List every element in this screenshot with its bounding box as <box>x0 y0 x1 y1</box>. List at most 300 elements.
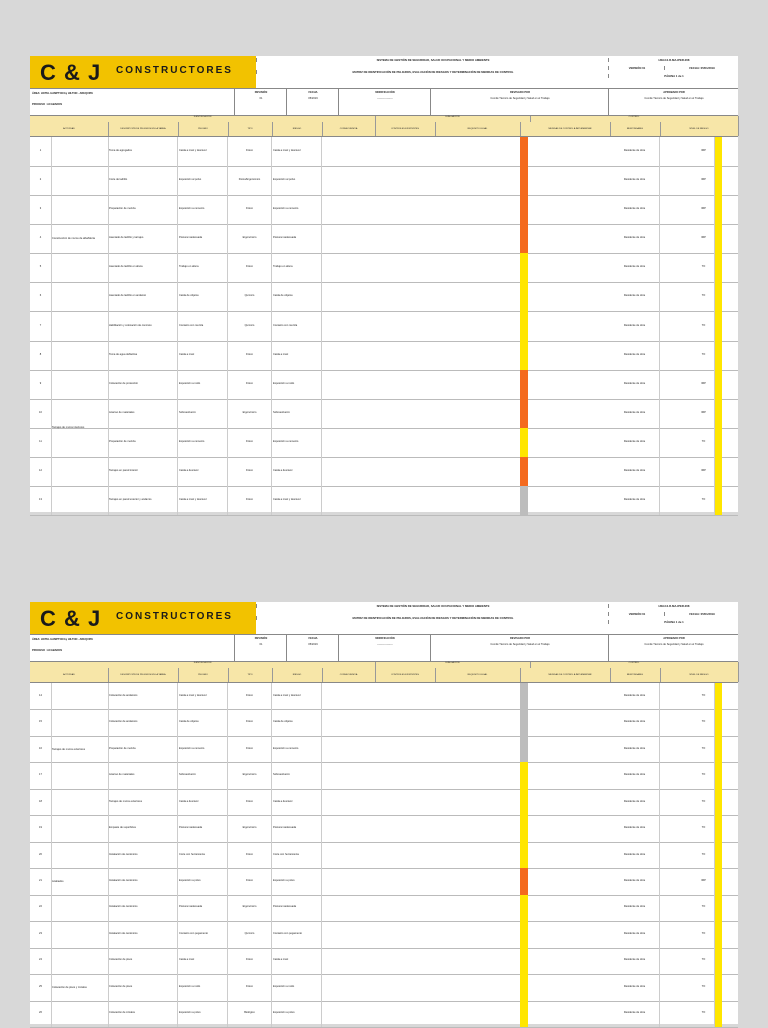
cell-resp: Residente de obra <box>610 868 660 894</box>
aprobado-cell <box>608 635 739 661</box>
cell-hazard: Trabajo en altura <box>178 253 228 282</box>
cell-n: 21 <box>30 868 52 894</box>
table-row <box>30 974 738 1001</box>
cell-activity: Colocación de zócalos <box>108 1001 178 1027</box>
cell-type: Físico <box>228 370 272 399</box>
risk-level-swatch <box>520 224 528 253</box>
cell-n: 22 <box>30 895 52 921</box>
control-level-swatch <box>715 282 722 311</box>
risk-level-swatch <box>520 762 528 788</box>
cell-type: Ergonómico <box>228 224 272 253</box>
cell-level: TO <box>693 842 715 868</box>
cell-n: 5 <box>30 253 52 282</box>
col-tarea: DESCRIPCIÓN DE PELIGROS EN LA TAREA <box>108 668 179 682</box>
cell-type: Físico <box>228 486 272 515</box>
cell-type: Físico <box>228 868 272 894</box>
cell-resp: Residente de obra <box>610 683 660 709</box>
cell-activity: Corte de ladrillo <box>108 166 178 195</box>
cell-activity: Asentado de ladrillo y tarrajeo <box>108 224 178 253</box>
cell-hazard: Exposición a ruido <box>178 974 228 1000</box>
control-level-swatch <box>715 224 722 253</box>
cell-n: 4 <box>30 224 52 253</box>
cell-n: 24 <box>30 948 52 974</box>
cell-hazard: Exposición a cemento <box>178 736 228 762</box>
cell-level: TO <box>693 948 715 974</box>
cell-hazard: Caída a nivel <box>272 341 322 370</box>
cell-resp: Residente de obra <box>610 762 660 788</box>
revision-cell <box>234 89 287 115</box>
control-level-swatch <box>715 921 722 947</box>
control-level-swatch <box>715 166 722 195</box>
cell-hazard: Caída a desnivel <box>272 457 322 486</box>
cell-type: Ergonómico <box>228 399 272 428</box>
process-label: PROCESO : ACABADOS <box>32 649 63 652</box>
column-header <box>30 116 738 137</box>
revisado-cell <box>430 89 609 115</box>
cell-resp: Residente de obra <box>610 195 660 224</box>
cell-activity: Preparación de mezcla <box>108 736 178 762</box>
process-label: PROCESO : ACABADOS <box>32 103 63 106</box>
group-evaluacion: EVALUACIÓN <box>375 662 531 668</box>
doc-date: FECHA: 05/01/2019 <box>664 612 739 616</box>
control-level-swatch <box>715 457 722 486</box>
risk-level-swatch <box>520 457 528 486</box>
group-identificacion: IDENTIFICACIÓN <box>30 116 376 122</box>
cell-hazard: Exposición a polvo <box>178 868 228 894</box>
fecha-value: 05/2019 <box>308 97 318 100</box>
control-level-swatch <box>715 311 722 340</box>
fecha-cell <box>286 89 339 115</box>
cell-hazard: Sobreesfuerzo <box>178 399 228 428</box>
modificacion-cell <box>338 635 431 661</box>
cell-n: 17 <box>30 762 52 788</box>
cell-activity: Empaste de superficies <box>108 815 178 841</box>
control-level-swatch <box>715 341 722 370</box>
cell-resp: Residente de obra <box>610 921 660 947</box>
cell-n: 16 <box>30 736 52 762</box>
cell-n: 2 <box>30 166 52 195</box>
revisado-label: REVISADO POR <box>510 637 530 640</box>
cell-hazard: Exposición a ruido <box>272 370 322 399</box>
risk-level-swatch <box>520 311 528 340</box>
table-row <box>30 762 738 789</box>
cell-level: IMP <box>693 166 715 195</box>
revisado-cell <box>430 635 609 661</box>
cell-level: TO <box>693 709 715 735</box>
cell-resp: Residente de obra <box>610 457 660 486</box>
control-level-swatch <box>715 842 722 868</box>
table-row <box>30 341 738 371</box>
doc-date: FECHA: 05/01/2019 <box>664 66 739 70</box>
cell-resp: Residente de obra <box>610 736 660 762</box>
revision-label: REVISIÓN <box>254 91 268 94</box>
modificacion-value: ------------------ <box>377 97 393 100</box>
col-requisito: REQUISITO LEGAL <box>435 668 521 682</box>
revision-value: 01 <box>259 97 263 100</box>
cell-hazard: Trabajo en altura <box>272 253 322 282</box>
control-level-swatch <box>715 428 722 457</box>
fecha-label: FECHA <box>308 91 318 94</box>
cell-resp: Residente de obra <box>610 341 660 370</box>
risk-level-swatch <box>520 895 528 921</box>
cell-hazard: Caída de objetos <box>178 709 228 735</box>
table-row <box>30 842 738 869</box>
control-level-swatch <box>715 486 722 515</box>
cell-resp: Residente de obra <box>610 789 660 815</box>
aprobado-cell <box>608 89 739 115</box>
cell-resp: Residente de obra <box>610 974 660 1000</box>
cell-type: Físico <box>228 457 272 486</box>
risk-level-swatch <box>520 842 528 868</box>
col-riesgo: RIESGO <box>272 122 323 136</box>
area-label: ÁREA: HOTEL HAMPTON by HILTON - AREQUIPA <box>32 638 94 641</box>
risk-level-swatch <box>520 815 528 841</box>
cell-n: 6 <box>30 282 52 311</box>
table-row <box>30 311 738 341</box>
cell-hazard: Exposición a polvo <box>272 868 322 894</box>
matrix-body <box>30 683 738 1027</box>
risk-level-swatch <box>520 736 528 762</box>
cell-level: TO <box>693 683 715 709</box>
cell-hazard: Caída a desnivel <box>178 457 228 486</box>
control-level-swatch <box>715 736 722 762</box>
control-level-swatch <box>715 789 722 815</box>
cell-activity: Colocación de pisos <box>108 974 178 1000</box>
company-logo <box>30 56 256 88</box>
col-nivel: NIVEL DE RIESGO <box>660 122 739 136</box>
col-actividad: ACTIVIDAD <box>30 122 109 136</box>
cell-resp: Residente de obra <box>610 709 660 735</box>
table-row <box>30 195 738 225</box>
risk-level-swatch <box>520 253 528 282</box>
doc-code: HSGCJ-R-MA-IPER-008 <box>608 604 739 608</box>
doc-version: VERSIÓN 01 <box>608 66 665 70</box>
cell-n: 12 <box>30 457 52 486</box>
table-row <box>30 399 738 429</box>
risk-level-swatch <box>520 282 528 311</box>
cell-level: TO <box>693 895 715 921</box>
cell-type: Físico <box>228 789 272 815</box>
col-nivel: NIVEL DE RIESGO <box>660 668 739 682</box>
cell-type: Físico <box>228 253 272 282</box>
cell-type: Ergonómico <box>228 815 272 841</box>
risk-level-swatch <box>520 195 528 224</box>
process-group-label: Construcción de muros de albañilería <box>52 137 109 341</box>
cell-type: Biológico <box>228 1001 272 1027</box>
revision-cell <box>234 635 287 661</box>
risk-level-swatch <box>520 789 528 815</box>
cell-resp: Residente de obra <box>610 486 660 515</box>
process-group-label: Colocación de pisos y zócalos <box>52 948 109 1027</box>
cell-level: IMP <box>693 399 715 428</box>
cell-hazard: Exposición a cemento <box>178 428 228 457</box>
cell-type: Físico <box>228 709 272 735</box>
cell-resp: Residente de obra <box>610 137 660 166</box>
cell-hazard: Postura inadecuada <box>272 224 322 253</box>
cell-type: Físico <box>228 341 272 370</box>
cell-type: Físico <box>228 842 272 868</box>
cell-hazard: Postura inadecuada <box>272 815 322 841</box>
table-row <box>30 948 738 975</box>
risk-level-swatch <box>520 370 528 399</box>
cell-hazard: Caída a nivel <box>272 948 322 974</box>
modificacion-label: MODIFICACIÓN <box>375 637 395 640</box>
aprobado-value: Comité Técnico de Seguridad y Salud en el Trabajo <box>644 97 704 100</box>
col-peligro: PELIGRO <box>178 668 229 682</box>
table-row <box>30 137 738 167</box>
table-row <box>30 815 738 842</box>
cell-level: IMP <box>693 137 715 166</box>
cell-hazard: Sobreesfuerzo <box>178 762 228 788</box>
col-responsable: RESPONSABLE <box>610 668 661 682</box>
doc-page: PÁGINA 1 de 1 <box>608 74 739 78</box>
cell-type: Ergonómico <box>228 895 272 921</box>
table-row <box>30 282 738 312</box>
table-row <box>30 921 738 948</box>
matrix-body <box>30 137 738 515</box>
cell-type: Químico <box>228 311 272 340</box>
doc-version: VERSIÓN 01 <box>608 612 665 616</box>
cell-n: 14 <box>30 683 52 709</box>
cell-hazard: Corte con herramienta <box>272 842 322 868</box>
cell-type: Químico <box>228 282 272 311</box>
col-tipo: TIPO <box>228 668 273 682</box>
revisado-value: Comité Técnico de Seguridad y Salud en el Trabajo <box>490 97 550 100</box>
control-level-swatch <box>715 137 722 166</box>
cell-hazard: Contacto con mezcla <box>178 311 228 340</box>
col-controles: CONTROLES EXISTENTES <box>375 122 436 136</box>
cell-level: TO <box>693 974 715 1000</box>
cell-activity: Asentado de ladrillo en andamio <box>108 282 178 311</box>
cell-n: 8 <box>30 341 52 370</box>
cell-resp: Residente de obra <box>610 311 660 340</box>
doc-code: HSGCJ-R-MA-IPER-008 <box>608 58 739 62</box>
revisado-value: Comité Técnico de Seguridad y Salud en el Trabajo <box>490 643 550 646</box>
aprobado-label: APROBADO POR <box>663 91 685 94</box>
process-group-label: Tarrajeo de muros interiores <box>52 341 109 515</box>
table-row <box>30 166 738 196</box>
control-level-swatch <box>715 399 722 428</box>
table-row <box>30 683 738 710</box>
cell-type: Físico <box>228 683 272 709</box>
cell-resp: Residente de obra <box>610 1001 660 1027</box>
control-level-swatch <box>715 762 722 788</box>
cell-resp: Residente de obra <box>610 399 660 428</box>
cell-resp: Residente de obra <box>610 948 660 974</box>
cell-activity: Colocación de protección <box>108 370 178 399</box>
revision-value: 01 <box>259 643 263 646</box>
cell-hazard: Exposición a ruido <box>178 370 228 399</box>
cell-level: TO <box>693 341 715 370</box>
cell-resp: Residente de obra <box>610 815 660 841</box>
cell-type: Físico <box>228 948 272 974</box>
table-row <box>30 224 738 254</box>
col-controles: CONTROLES EXISTENTES <box>375 668 436 682</box>
risk-level-swatch <box>520 1001 528 1027</box>
control-level-swatch <box>715 683 722 709</box>
cell-type: Físico/Ergonómico <box>228 166 272 195</box>
cell-level: IMP <box>693 370 715 399</box>
risk-level-swatch <box>520 486 528 515</box>
control-level-swatch <box>715 948 722 974</box>
cell-type: Físico <box>228 195 272 224</box>
cell-level: IMP <box>693 224 715 253</box>
control-level-swatch <box>715 709 722 735</box>
cell-activity: Toma de agua deflactiva <box>108 341 178 370</box>
table-row <box>30 736 738 763</box>
cell-hazard: Exposición a ruido <box>272 974 322 1000</box>
matrix-page-1 <box>30 56 738 512</box>
column-header <box>30 662 738 683</box>
matrix-page-2 <box>30 602 738 1024</box>
cell-activity: Habilitación y colocación de concreto <box>108 311 178 340</box>
control-level-swatch <box>715 253 722 282</box>
revision-bar <box>30 89 738 116</box>
col-peligro: PELIGRO <box>178 122 229 136</box>
table-row <box>30 868 738 895</box>
col-tarea: DESCRIPCIÓN DE PELIGROS EN LA TAREA <box>108 122 179 136</box>
cell-hazard: Contacto con pegamento <box>178 921 228 947</box>
page-header <box>30 602 738 635</box>
table-row <box>30 709 738 736</box>
modificacion-cell <box>338 89 431 115</box>
cell-hazard: Sobreesfuerzo <box>272 399 322 428</box>
table-row <box>30 457 738 487</box>
process-group-label: Acabados <box>52 815 109 947</box>
system-title: SISTEMA DE GESTIÓN DE SEGURIDAD, SALUD OCUPACIONAL Y MEDIO AMBIENTE <box>256 604 609 608</box>
cell-type: Físico <box>228 137 272 166</box>
revisado-label: REVISADO POR <box>510 91 530 94</box>
cell-level: IMP <box>693 195 715 224</box>
cell-activity: Tarrajeo en pared exterior y andamio <box>108 486 178 515</box>
control-level-swatch <box>715 895 722 921</box>
revision-label: REVISIÓN <box>254 637 268 640</box>
area-label: ÁREA: HOTEL HAMPTON by HILTON - AREQUIPA <box>32 92 94 95</box>
col-requisito: REQUISITO LEGAL <box>435 122 521 136</box>
cell-hazard: Caída a desnivel <box>272 789 322 815</box>
cell-level: TO <box>693 282 715 311</box>
cell-activity: Asentado de ladrillo en altura <box>108 253 178 282</box>
cell-n: 1 <box>30 137 52 166</box>
cell-n: 10 <box>30 399 52 428</box>
table-row <box>30 486 738 516</box>
col-consecuencia: CONSECUENCIA <box>322 122 376 136</box>
cell-activity: Colocación de andamios <box>108 683 178 709</box>
cell-activity: Colocación de pisos <box>108 948 178 974</box>
cell-activity: Preparación de mezcla <box>108 428 178 457</box>
control-level-swatch <box>715 815 722 841</box>
cell-hazard: Caída a nivel y desnivel <box>178 137 228 166</box>
cell-hazard: Exposición a cemento <box>272 195 322 224</box>
table-row <box>30 428 738 458</box>
cell-hazard: Caída a nivel y desnivel <box>178 683 228 709</box>
cell-hazard: Caída de objetos <box>178 282 228 311</box>
risk-level-swatch <box>520 709 528 735</box>
cell-n: 23 <box>30 921 52 947</box>
cell-activity: Colocación de andamios <box>108 709 178 735</box>
cell-activity: Instalación de cerámicos <box>108 921 178 947</box>
cell-n: 13 <box>30 486 52 515</box>
revision-bar <box>30 635 738 662</box>
cell-hazard: Postura inadecuada <box>178 815 228 841</box>
control-level-swatch <box>715 974 722 1000</box>
cell-hazard: Caída a nivel <box>178 341 228 370</box>
cell-hazard: Exposición a cemento <box>272 736 322 762</box>
risk-level-swatch <box>520 399 528 428</box>
cell-hazard: Postura inadecuada <box>178 895 228 921</box>
modificacion-value: ------------------ <box>377 643 393 646</box>
logo-name: CONSTRUCTORES <box>116 65 233 76</box>
cell-hazard: Exposición al polvo <box>272 166 322 195</box>
cell-type: Químico <box>228 921 272 947</box>
page-header <box>30 56 738 89</box>
cell-hazard: Postura inadecuada <box>178 224 228 253</box>
cell-resp: Residente de obra <box>610 253 660 282</box>
cell-level: IMP <box>693 457 715 486</box>
cell-activity: Acarreo de materiales <box>108 399 178 428</box>
cell-activity: Instalación de cerámicos <box>108 842 178 868</box>
cell-resp: Residente de obra <box>610 370 660 399</box>
cell-level: TO <box>693 921 715 947</box>
table-row <box>30 895 738 922</box>
cell-resp: Residente de obra <box>610 282 660 311</box>
cell-hazard: Exposición a cemento <box>178 195 228 224</box>
aprobado-label: APROBADO POR <box>663 637 685 640</box>
cell-type: Físico <box>228 736 272 762</box>
col-consecuencia: CONSECUENCIA <box>322 668 376 682</box>
col-actividad: ACTIVIDAD <box>30 668 109 682</box>
cell-n: 11 <box>30 428 52 457</box>
table-row <box>30 253 738 283</box>
cell-hazard: Caída a nivel <box>178 948 228 974</box>
risk-level-swatch <box>520 683 528 709</box>
cell-hazard: Exposición al polvo <box>178 166 228 195</box>
fecha-value: 05/2019 <box>308 643 318 646</box>
cell-hazard: Caída a desnivel <box>178 789 228 815</box>
cell-hazard: Exposición a polvo <box>178 1001 228 1027</box>
cell-activity: Instalación de cerámicos <box>108 868 178 894</box>
col-riesgo: RIESGO <box>272 668 323 682</box>
logo-name: CONSTRUCTORES <box>116 611 233 622</box>
cell-level: TO <box>693 815 715 841</box>
cell-activity: Acarreo de materiales <box>108 762 178 788</box>
cell-level: TO <box>693 736 715 762</box>
control-level-swatch <box>715 370 722 399</box>
table-row <box>30 370 738 400</box>
cell-n: 25 <box>30 974 52 1000</box>
col-medidas: MEDIDAS DE CONTROL A IMPLEMENTAR <box>530 668 611 682</box>
cell-level: TO <box>693 253 715 282</box>
cell-activity: Instalación de cerámicos <box>108 895 178 921</box>
cell-level: TO <box>693 311 715 340</box>
cell-hazard: Exposición a polvo <box>272 1001 322 1027</box>
cell-n: 7 <box>30 311 52 340</box>
fecha-cell <box>286 635 339 661</box>
cell-activity: Tarrajeo en pared interior <box>108 457 178 486</box>
process-group-label: Tarrajeo de muros exteriores <box>52 683 109 815</box>
cell-hazard: Corte con herramienta <box>178 842 228 868</box>
group-control: CONTROL <box>530 116 739 122</box>
cell-level: TO <box>693 789 715 815</box>
cell-hazard: Caída a nivel y desnivel <box>272 486 322 515</box>
cell-hazard: Contacto con mezcla <box>272 311 322 340</box>
matrix-title: MATRIZ DE IDENTIFICACIÓN DE PELIGROS, EVALUACIÓN DE RIESGOS Y DETERMINACIÓN DE MEDIDAS DE CONTROL <box>256 70 609 74</box>
modificacion-label: MODIFICACIÓN <box>375 91 395 94</box>
cell-resp: Residente de obra <box>610 166 660 195</box>
cell-level: TO <box>693 762 715 788</box>
cell-n: 15 <box>30 709 52 735</box>
risk-level-swatch <box>520 948 528 974</box>
